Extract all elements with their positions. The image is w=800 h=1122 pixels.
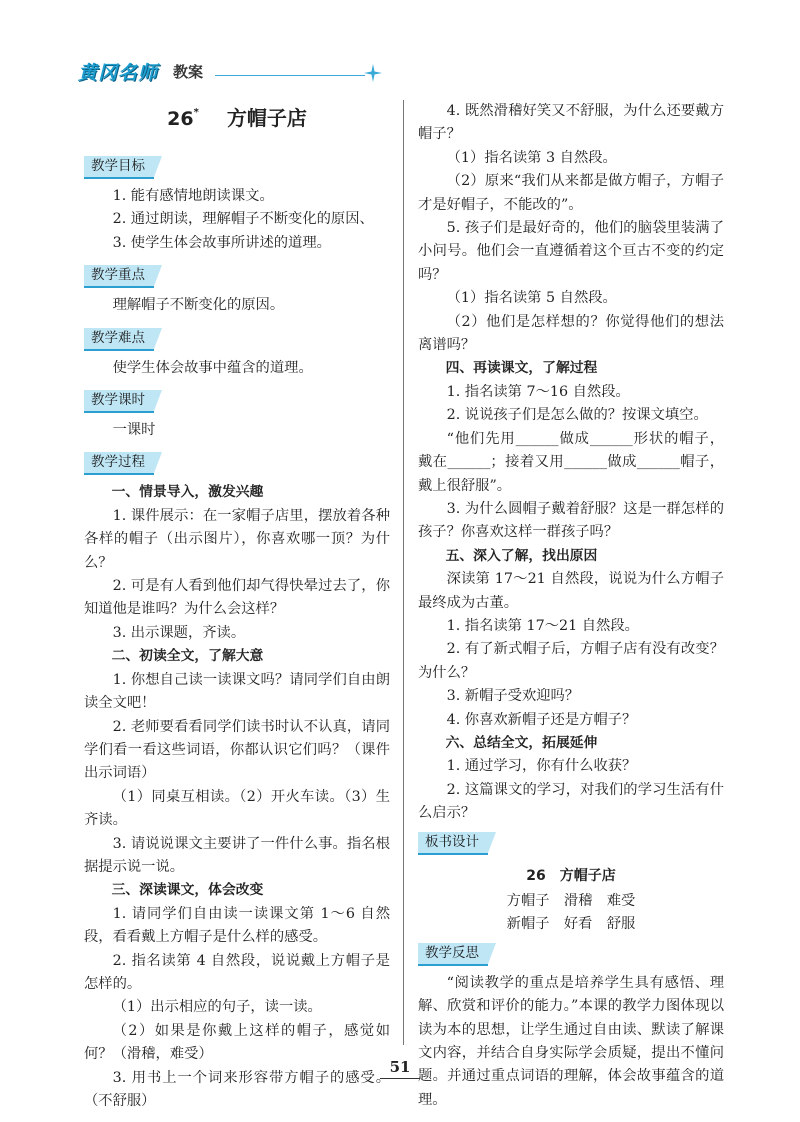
board-line-2: 新帽子 好看 舒服 [506,916,636,933]
reflection-text: “阅读教学的重点是培养学生具有感悟、理解、欣赏和评价的能力。”本课的教学力图体现以读为本的思想，让学生通过自由读、默读了解课文内容，并结合自身实际学会质疑，提出不懂问题。并通过重点词语的理解，体会故事蕴含的道理。 [418,974,724,1108]
paragraph: 2. 这篇课文的学习，对我们的学习生活有什么启示？ [418,781,724,822]
left-column [84,100,390,1113]
paragraph: （2）原来“我们从来都是做方帽子，方帽子才是好帽子，不能改的”。 [418,173,724,213]
paragraph: 2. 老师要看看同学们读书时认不认真，请同学们看一看这些词语，你都认识它们吗？（课件出示词语） [84,718,390,782]
paragraph: 1. 指名读第 17～21 自然段。 [446,617,639,634]
paragraph: （1）出示相应的句子，读一读。 [112,999,322,1016]
step-heading-1: 一、情景导入，激发兴趣 [111,484,264,501]
paragraph: 2. 指名读第 4 自然段，说说戴上方帽子是怎样的。 [84,952,390,992]
header-rule [215,75,365,76]
right-column [418,100,724,1112]
paragraph: 深读第 17～21 自然段，说说为什么方帽子最终成为古董。 [418,571,724,611]
step-heading-5: 五、深入了解，找出原因 [445,547,598,564]
brand-logo: 黄冈名师 [78,62,159,84]
paragraph: 3. 为什么圆帽子戴着舒服？这是一群怎样的孩子？你喜欢这样一群孩子吗？ [418,500,724,541]
paragraph: 4. 既然滑稽好笑又不舒服，为什么还要戴方帽子？ [418,103,724,143]
goal-item: 2. 通过朗读，理解帽子不断变化的原因、 [112,211,374,228]
paragraph: 1. 通过学习，你有什么收获？ [446,758,637,775]
page-number-underline [380,1078,420,1079]
paragraph: （1）同桌互相读。（2）开火车读。（3）生齐读。 [84,788,390,829]
section-tag-key: 教学重点 [84,265,154,288]
sparkle-star-icon [364,64,382,82]
section-tag-hours: 教学课时 [84,390,154,413]
lesson-number: 26 [167,108,194,130]
paragraph: 5. 孩子们是最好奇的，他们的脑袋里装满了小问号。他们会一直遵循着这个亘古不变的约定吗？ [418,220,724,283]
step-heading-6: 六、总结全文，拓展延伸 [445,734,598,751]
paragraph: （1）指名读第 3 自然段。 [446,149,617,166]
column-divider [403,100,404,1045]
page-number: 51 [389,1058,411,1076]
fill-in-blank: “他们先用______做成______形状的帽子，戴在______；接着又用______做成______帽子，戴上很舒服”。 [418,430,724,494]
section-tag-difficulty: 教学难点 [84,328,154,351]
section-tag-board: 板书设计 [418,832,488,855]
paragraph: 2. 说说孩子们是怎么做的？按课文填空。 [446,407,708,424]
brand-subtitle: 教案 [173,63,204,81]
paragraph: 3. 新帽子受欢迎吗？ [446,688,580,705]
goals-list [84,185,390,255]
section-tag-reflection: 教学反思 [418,943,488,966]
paragraph: （1）指名读第 5 自然段。 [446,290,617,307]
paragraph: 1. 课件展示：在一家帽子店里，摆放着各种各样的帽子（出示图片），你喜欢哪一顶？为什么？ [84,507,390,571]
lesson-title [84,100,390,136]
goal-item: 1. 能有感情地朗读课文。 [112,188,274,204]
goal-item: 3. 使学生体会故事所讲述的道理。 [112,234,331,251]
step-heading-2: 二、初读全文，了解大意 [111,648,264,665]
paragraph: （2）他们是怎样想的？你觉得他们的想法离谱吗？ [418,313,724,354]
page-header [78,54,328,90]
paragraph: 4. 你喜欢新帽子还是方帽子？ [446,711,637,728]
section-tag-goals: 教学目标 [84,156,154,179]
paragraph: （2）如果是你戴上这样的帽子，感觉如何？（滑稽，难受） [84,1022,390,1063]
lesson-mark: * [193,107,199,118]
paragraph: 2. 有了新式帽子后，方帽子店有没有改变？为什么？ [418,641,724,681]
paragraph: 1. 请同学们自由读一读课文第 1～6 自然段，看看戴上方帽子是什么样的感受。 [84,905,390,946]
paragraph: 1. 你想自己读一读课文吗？请同学们自由朗读全文吧！ [84,671,390,712]
paragraph: 1. 指名读第 7～16 自然段。 [446,383,630,400]
key-point: 理解帽子不断变化的原因。 [112,297,285,314]
paragraph: 3. 出示课题，齐读。 [112,624,246,641]
board-title: 26 方帽子店 [526,867,616,884]
lesson-title-text: 方帽子店 [226,106,307,130]
difficulty-point: 使学生体会故事中蕴含的道理。 [112,359,313,376]
paragraph: 3. 用书上一个词来形容带方帽子的感受。（不舒服） [84,1069,390,1109]
section-tag-process: 教学过程 [84,452,154,475]
step-heading-3: 三、深读课文，体会改变 [111,882,264,899]
class-hours: 一课时 [112,422,156,439]
board-line-1: 方帽子 滑稽 难受 [506,893,636,909]
step-heading-4: 四、再读课文，了解过程 [445,360,598,377]
paragraph: 3. 请说说课文主要讲了一件什么事。指名根据提示说一说。 [84,835,390,875]
paragraph: 2. 可是有人看到他们却气得快晕过去了，你知道他是谁吗？为什么会这样？ [84,578,390,618]
